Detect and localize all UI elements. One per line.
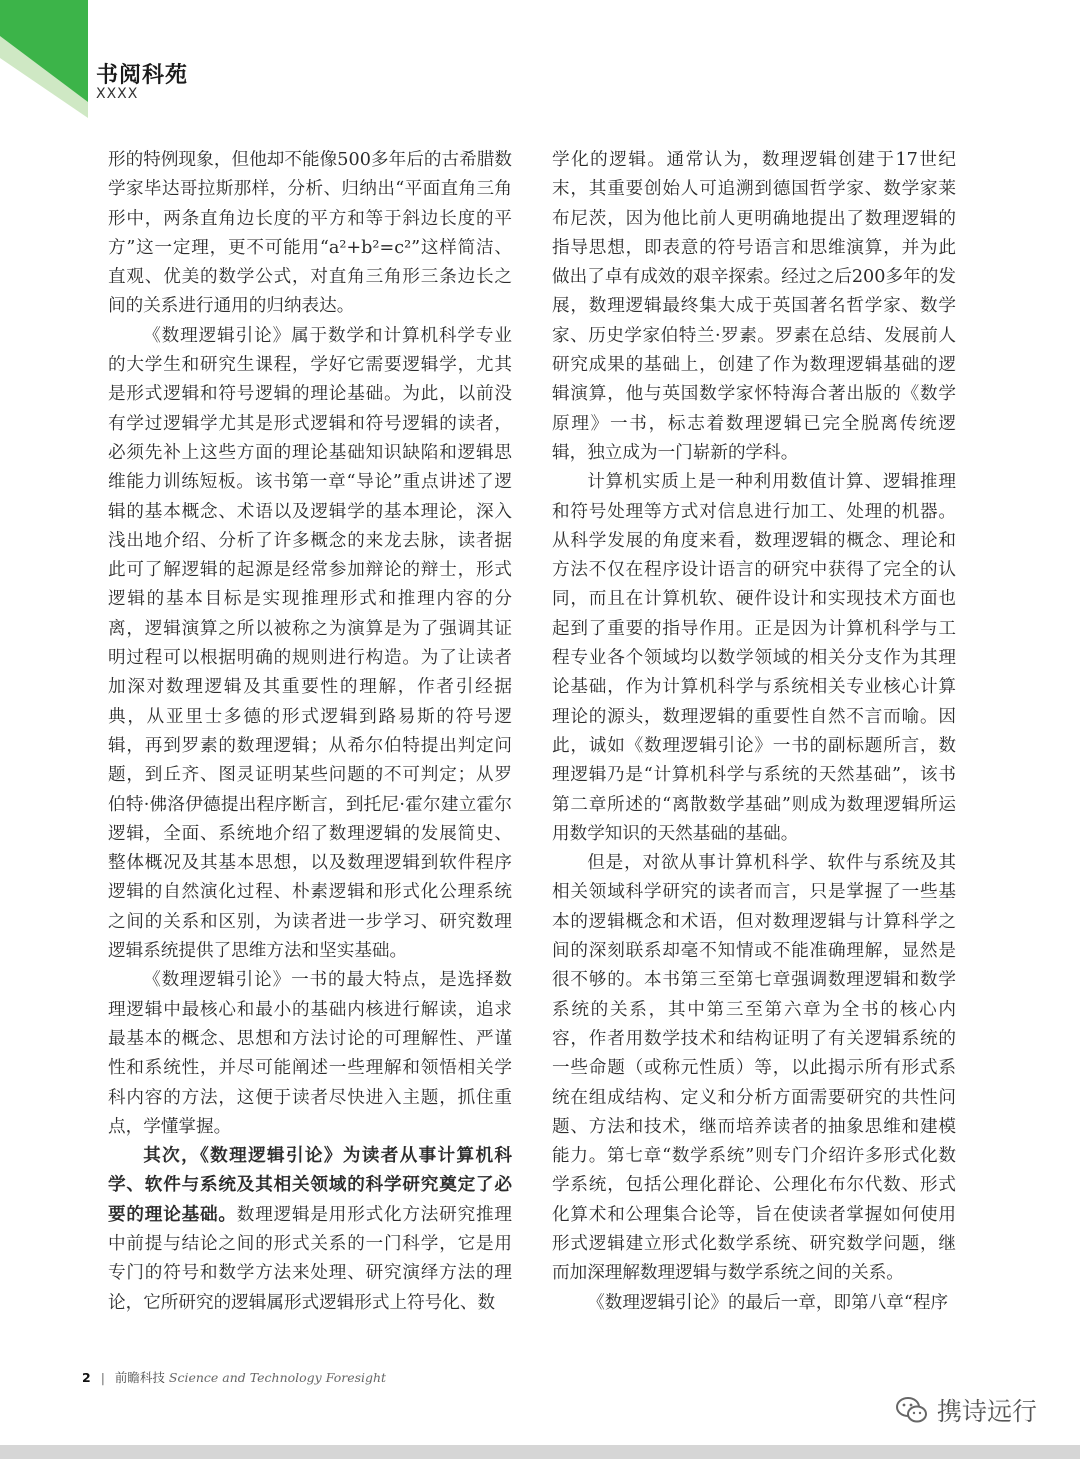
wechat-icon — [895, 1395, 929, 1425]
paragraph-bold-lead: 其次，《数理逻辑引论》为读者从事计算机科学、软件与系统及其相关领域的科学研究奠定了必要的理论基础。 — [108, 1146, 512, 1225]
paragraph: 《数理逻辑引论》的最后一章，即第八章“程序 — [587, 1292, 949, 1313]
magazine-name-cn: 前瞻科技 — [114, 1370, 165, 1385]
paragraph — [108, 1142, 512, 1318]
paragraph: 《数理逻辑引论》属于数学和计算机科学专业的大学生和研究生课程，学好它需要逻辑学，尤其是形式逻辑和符号逻辑的理论基础。为此，以前没有学过逻辑学尤其是形式逻辑和符号逻辑的读者，必须先补上这些方面的理论基础知识缺陷和逻辑思维能力训练短板。该书第一章“导论”重点讲述了逻辑的基本概念、术语以及逻辑学的基本理论，深入浅出地介绍、分析了许多概念的来龙去脉，读者据此可了解逻辑的起源是经常参加辩论的辩士，形式逻辑的基本目标是实现推理形式和推理内容的分离，逻辑演算之所以被称之为演算是为了强调其证明过程可以根据明确的规则进行构造。为了让读者加深对数理逻辑及其重要性的理解，作者引经据典，从亚里士多德的形式逻辑到路易斯的符号逻辑，再到罗素的数理逻辑；从希尔伯特提出判定问题，到丘齐、图灵证明某些问题的不可判定；从罗伯特·佛洛伊德提出程序断言，到托尼·霍尔建立霍尔逻辑，全面、系统地介绍了数理逻辑的发展简史、整体概况及其基本思想，以及数理逻辑到软件程序逻辑的自然演化过程、朴素逻辑和形式化公理系统之间的关系和区别，为读者进一步学习、研究数理逻辑系统提供了思维方法和坚实基础。 — [108, 325, 512, 962]
account-watermark — [895, 1392, 1037, 1428]
paragraph: 计算机实质上是一种利用数值计算、逻辑推理和符号处理等方式对信息进行加工、处理的机器。从科学发展的角度来看，数理逻辑的概念、理论和方法不仅在程序设计语言的研究中获得了完全的认同，而且在计算机软、硬件设计和实现技术方面也起到了重要的指导作用。正是因为计算机科学与工程专业各个领域均以数学领域的相关分支作为其理论基础，作为计算机科学与系统相关专业核心计算理论的源头，数理逻辑的重要性自然不言而喻。因此，诚如《数理逻辑引论》一书的副标题所言，数理逻辑乃是“计算机科学与系统的天然基础”，该书第二章所述的“离散数学基础”则成为数理逻辑所运用数学知识的天然基础的基础。 — [552, 472, 956, 844]
watermark-text: 携诗远行 — [937, 1397, 1038, 1426]
page-footer — [82, 1368, 386, 1386]
paragraph: 学化的逻辑。通常认为，数理逻辑创建于17世纪末，其重要创始人可追溯到德国哲学家、数学家莱布尼茨，因为他比前人更明确地提出了数理逻辑的指导思想，即表意的符号语言和思维演算，并为此做出了卓有成效的艰辛探索。经过之后200多年的发展，数理逻辑最终集大成于英国著名哲学家、数学家、历史学家伯特兰·罗素。罗素在总结、发展前人研究成果的基础上，创建了作为数理逻辑基础的逻辑演算，他与英国数学家怀特海合著出版的《数学原理》一书，标志着数理逻辑已完全脱离传统逻辑，独立成为一门崭新的学科。 — [552, 150, 956, 463]
footer-separator: | — [100, 1370, 105, 1385]
bottom-strip — [0, 1445, 1080, 1459]
page-number: 2 — [82, 1370, 91, 1385]
paragraph: 形的特例现象，但他却不能像500多年后的古希腊数学家毕达哥拉斯那样，分析、归纳出“平面直角三角形中，两条直角边长度的平方和等于斜边长度的平方”这一定理，更不可能用“a²+b²=c²”这样简洁、直观、优美的数学公式，对直角三角形三条边长之间的关系进行通用的归纳表达。 — [108, 150, 512, 317]
paragraph: 《数理逻辑引论》一书的最大特点，是选择数理逻辑中最核心和最小的基础内核进行解读，追求最基本的概念、思想和方法讨论的可理解性、严谨性和系统性，并尽可能阐述一些理解和领悟相关学科内容的方法，这便于读者尽快进入主题，抓住重点，学懂掌握。 — [108, 970, 512, 1137]
magazine-name-en: Science and Technology Foresight — [168, 1370, 387, 1385]
paragraph: 但是，对欲从事计算机科学、软件与系统及其相关领域科学研究的读者而言，只是掌握了一些基本的逻辑概念和术语，但对数理逻辑与计算科学之间的深刻联系却毫不知情或不能准确理解，显然是很不够的。本书第三至第七章强调数理逻辑和数学系统的关系，其中第三至第六章为全书的核心内容，作者用数学技术和结构证明了有关逻辑系统的一些命题（或称元性质）等，以此揭示所有形式系统在组成结构、定义和分析方面需要研究的共性问题、方法和技术，继而培养读者的抽象思维和建模能力。第七章“数学系统”则专门介绍许多形式化数学系统，包括公理化群论、公理化布尔代数、形式化算术和公理集合论等，旨在使读者掌握如何使用形式逻辑建立形式化数学系统、研究数学问题，继而加深理解数理逻辑与数学系统之间的关系。 — [552, 853, 956, 1284]
left-text-column — [108, 146, 512, 1318]
right-text-column — [552, 146, 956, 1318]
paragraph-body: 数理逻辑是用形式化方法研究推理中前提与结论之间的形式关系的一门科学，它是用专门的符号和数学方法来处理、研究演绎方法的理论，它所研究的逻辑属形式逻辑形式上符号化、数 — [108, 1204, 512, 1313]
section-title: 书阅科苑 — [96, 63, 189, 88]
section-subtitle: XXXX — [96, 86, 139, 102]
